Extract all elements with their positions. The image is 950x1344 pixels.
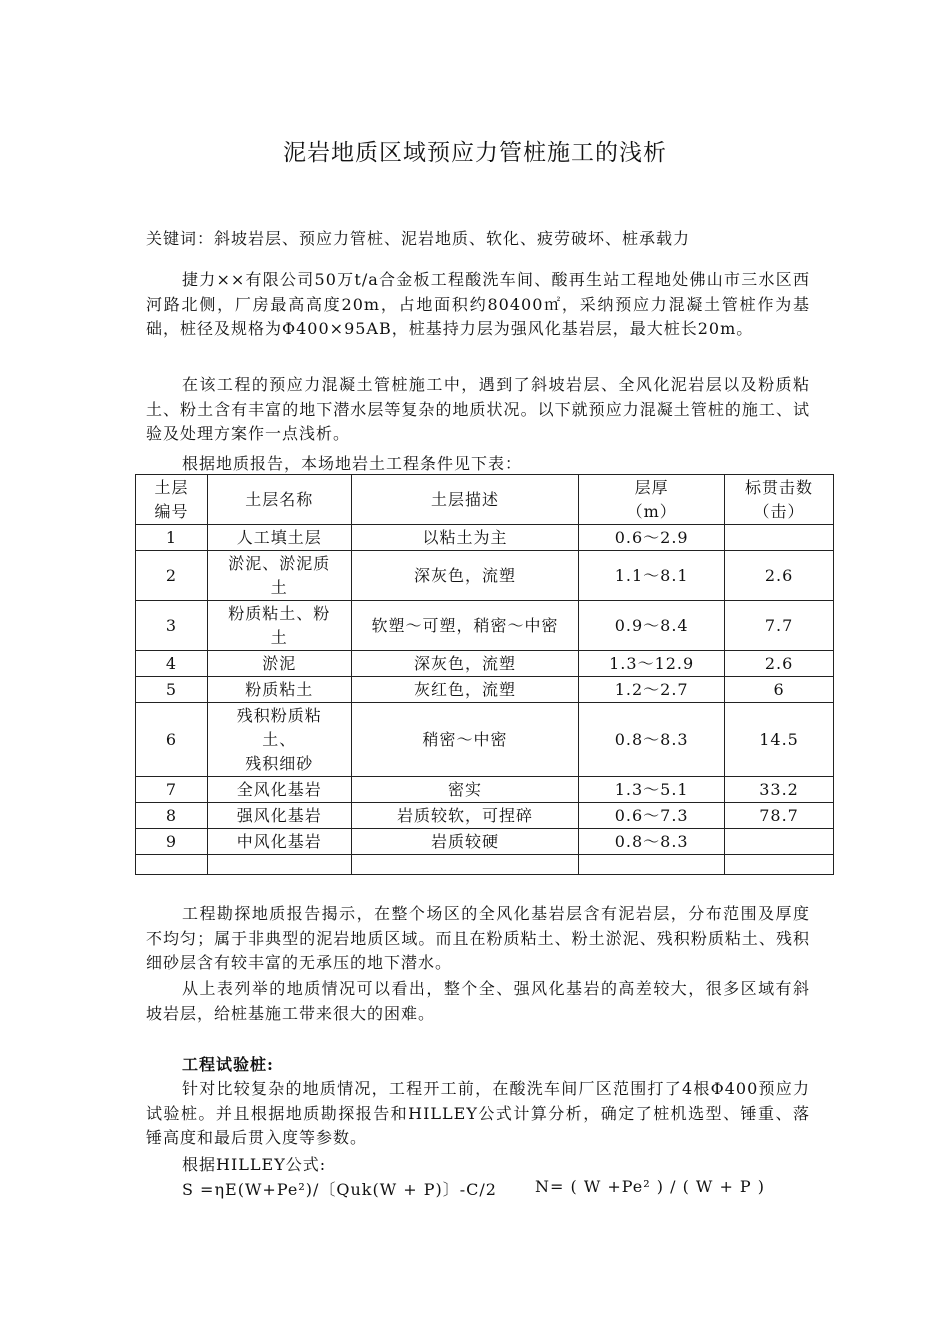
cell-layer-thickness	[579, 855, 725, 875]
table-row	[136, 855, 834, 875]
table-row	[136, 601, 834, 651]
cell-layer-thickness: 1.3～5.1	[579, 777, 725, 803]
table-header-row	[136, 475, 834, 525]
header-layer-description: 土层描述	[351, 475, 579, 525]
table-row	[136, 525, 834, 551]
cell-spt-count	[725, 855, 834, 875]
cell-spt-count: 14.5	[725, 703, 834, 777]
cell-layer-no: 4	[136, 651, 208, 677]
cell-layer-no: 8	[136, 803, 208, 829]
table-row	[136, 677, 834, 703]
cell-layer-name: 淤泥	[207, 651, 351, 677]
cell-layer-name: 中风化基岩	[207, 829, 351, 855]
header-layer-no: 土层 编号	[136, 475, 208, 525]
cell-layer-name: 残积粉质粘 土、 残积细砂	[207, 703, 351, 777]
cell-spt-count: 2.6	[725, 651, 834, 677]
header-spt-count: 标贯击数 （击）	[725, 475, 834, 525]
paragraph-table-intro: 根据地质报告，本场地岩土工程条件见下表：	[182, 454, 523, 473]
cell-layer-no	[136, 855, 208, 875]
cell-layer-description: 密实	[351, 777, 579, 803]
cell-layer-no: 2	[136, 551, 208, 601]
hilley-formula-n: N= ( W +Pe² ) / ( W + P )	[535, 1177, 766, 1196]
hilley-formula-s: S =ηE(W+Pe²)/〔Quk(W + P)〕-C/2	[182, 1180, 497, 1199]
cell-layer-description: 软塑～可塑，稍密～中密	[351, 601, 579, 651]
cell-layer-description: 深灰色，流塑	[351, 551, 579, 601]
paragraph-construction-issues: 在该工程的预应力混凝土管桩施工中，遇到了斜坡岩层、全风化泥岩层以及粉质粘土、粉土含有丰富的地下潜水层等复杂的地质状况。以下就预应力混凝土管桩的施工、试验及处理方案作一点浅析。	[146, 375, 810, 443]
cell-layer-name: 淤泥、淤泥质 土	[207, 551, 351, 601]
cell-layer-thickness: 1.2～2.7	[579, 677, 725, 703]
cell-layer-thickness: 0.9～8.4	[579, 601, 725, 651]
header-layer-thickness: 层厚 （m）	[579, 475, 725, 525]
document-title: 泥岩地质区域预应力管桩施工的浅析	[283, 140, 667, 166]
paragraph-hilley-intro: 根据HILLEY公式:	[182, 1155, 327, 1174]
table-row	[136, 551, 834, 601]
cell-layer-no: 7	[136, 777, 208, 803]
table-row	[136, 803, 834, 829]
table-row	[136, 703, 834, 777]
cell-layer-description: 稍密～中密	[351, 703, 579, 777]
cell-layer-name: 粉质粘土	[207, 677, 351, 703]
paragraph-survey-findings: 工程勘探地质报告揭示，在整个场区的全风化基岩层含有泥岩层，分布范围及厚度不均匀；属于非典型的泥岩地质区域。而且在粉质粘土、粉土淤泥、残积粉质粘土、残积细砂层含有较丰富的无承压的地下潜水。	[146, 904, 810, 972]
table-row	[136, 829, 834, 855]
cell-layer-no: 9	[136, 829, 208, 855]
cell-layer-thickness: 1.1～8.1	[579, 551, 725, 601]
cell-layer-description: 岩质较硬	[351, 829, 579, 855]
cell-layer-description: 以粘土为主	[351, 525, 579, 551]
table-row	[136, 651, 834, 677]
soil-layer-table	[135, 474, 834, 875]
cell-spt-count: 78.7	[725, 803, 834, 829]
paragraph-project-intro: 捷力××有限公司50万t/a合金板工程酸洗车间、酸再生站工程地处佛山市三水区西河路北侧，厂房最高高度20m，占地面积约80400㎡，采纳预应力混凝土管桩作为基础，桩径及规格为Φ400×95AB，桩基持力层为强风化基岩层，最大桩长20m。	[146, 270, 810, 338]
keywords-line: 关键词：斜坡岩层、预应力管桩、泥岩地质、软化、疲劳破坏、桩承载力	[146, 229, 691, 248]
cell-layer-thickness: 1.3～12.9	[579, 651, 725, 677]
paragraph-slope-difficulty: 从上表列举的地质情况可以看出，整个全、强风化基岩的高差较大，很多区域有斜坡岩层，给桩基施工带来很大的困难。	[146, 979, 810, 1023]
cell-spt-count: 6	[725, 677, 834, 703]
cell-layer-thickness: 0.6～7.3	[579, 803, 725, 829]
cell-layer-no: 1	[136, 525, 208, 551]
cell-layer-description: 灰红色，流塑	[351, 677, 579, 703]
cell-layer-description: 深灰色，流塑	[351, 651, 579, 677]
cell-layer-description	[351, 855, 579, 875]
header-layer-name: 土层名称	[207, 475, 351, 525]
cell-layer-name	[207, 855, 351, 875]
cell-layer-description: 岩质较软，可捏碎	[351, 803, 579, 829]
cell-layer-name: 强风化基岩	[207, 803, 351, 829]
cell-layer-no: 5	[136, 677, 208, 703]
cell-layer-thickness: 0.8～8.3	[579, 703, 725, 777]
cell-layer-no: 6	[136, 703, 208, 777]
cell-layer-name: 粉质粘土、粉 土	[207, 601, 351, 651]
cell-spt-count: 2.6	[725, 551, 834, 601]
cell-layer-no: 3	[136, 601, 208, 651]
cell-spt-count: 33.2	[725, 777, 834, 803]
cell-spt-count	[725, 829, 834, 855]
cell-spt-count: 7.7	[725, 601, 834, 651]
paragraph-test-pile: 针对比较复杂的地质情况，工程开工前，在酸洗车间厂区范围打了4根Φ400预应力试验桩。并且根据地质勘探报告和HILLEY公式计算分析，确定了桩机选型、锤重、落锤高度和最后贯入度等参数。	[146, 1079, 810, 1147]
table-row	[136, 777, 834, 803]
cell-layer-thickness: 0.6～2.9	[579, 525, 725, 551]
section-heading-test-pile: 工程试验桩:	[182, 1055, 274, 1074]
cell-spt-count	[725, 525, 834, 551]
cell-layer-name: 全风化基岩	[207, 777, 351, 803]
cell-layer-name: 人工填土层	[207, 525, 351, 551]
cell-layer-thickness: 0.8～8.3	[579, 829, 725, 855]
